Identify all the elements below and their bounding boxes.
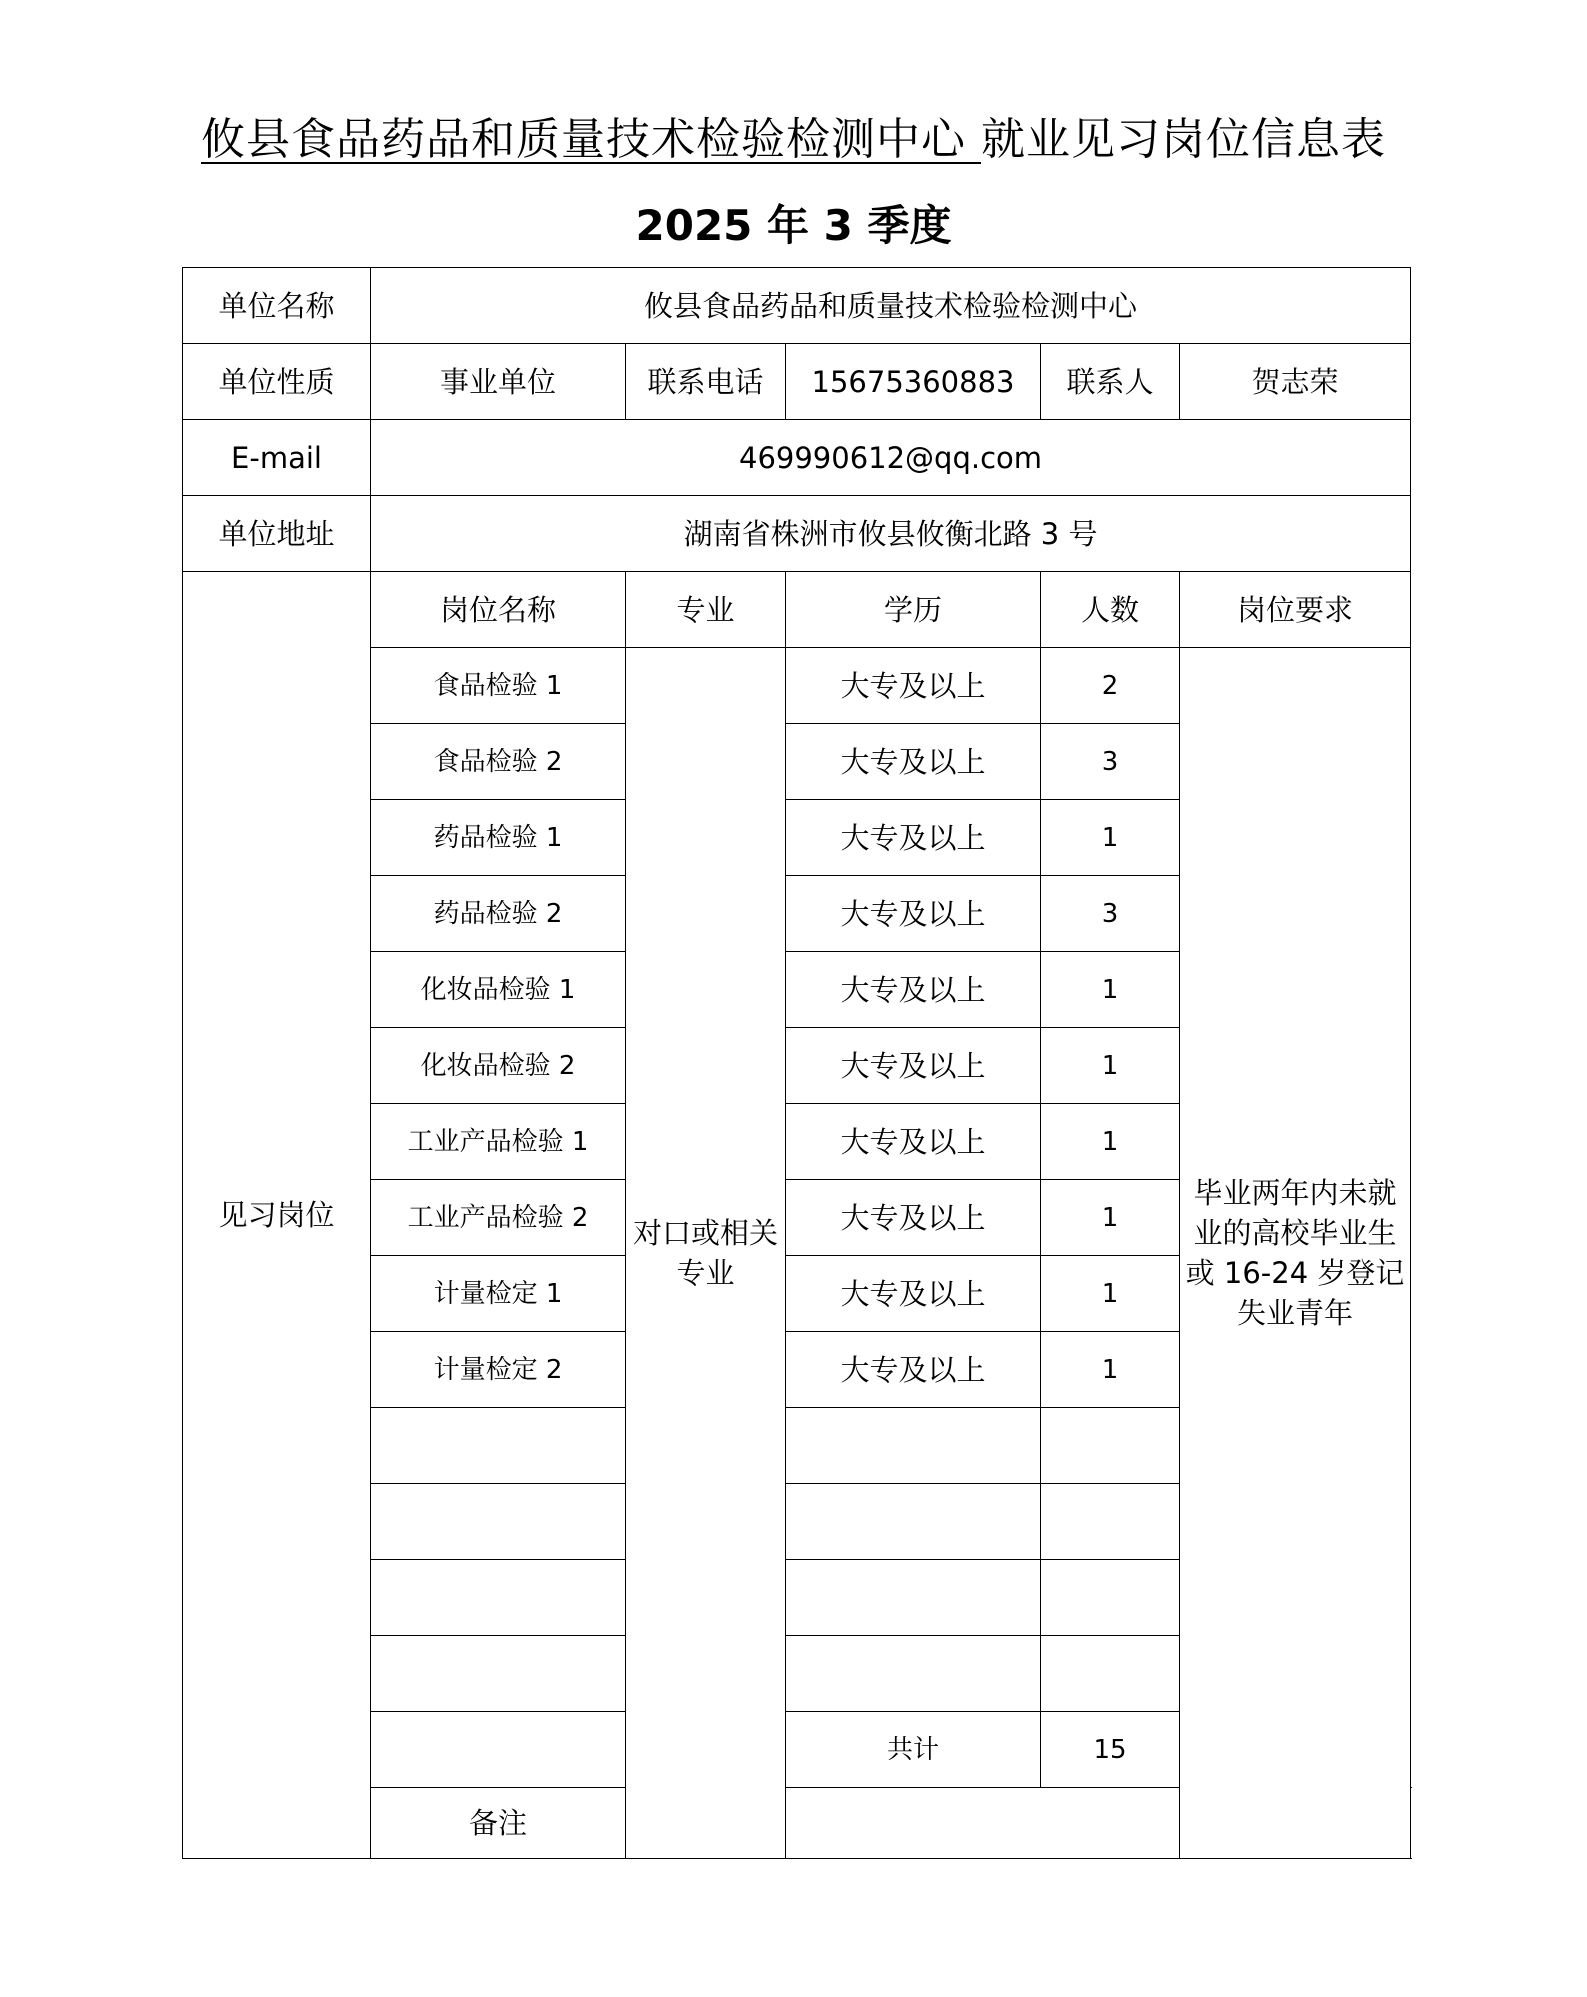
value-address: 湖南省株洲市攸县攸衡北路 3 号 <box>371 496 1411 572</box>
row-column-headers <box>183 572 1411 648</box>
value-remarks <box>786 1788 1411 1859</box>
position-name: 计量检定 1 <box>371 1256 626 1332</box>
position-count: 3 <box>1041 876 1180 952</box>
empty-cell <box>371 1408 626 1484</box>
empty-cell <box>1041 1636 1180 1712</box>
empty-cell <box>786 1560 1041 1636</box>
requirement-value: 毕业两年内未就业的高校毕业生或 16-24 岁登记失业青年 <box>1180 648 1411 1859</box>
value-unit-nature: 事业单位 <box>371 344 626 420</box>
position-education: 大专及以上 <box>786 876 1041 952</box>
position-education: 大专及以上 <box>786 1332 1041 1408</box>
row-email <box>183 420 1411 496</box>
position-education: 大专及以上 <box>786 1104 1041 1180</box>
document-subtitle: 2025 年 3 季度 <box>635 201 952 250</box>
total-label: 共计 <box>786 1712 1041 1788</box>
position-count: 1 <box>1041 800 1180 876</box>
position-education: 大专及以上 <box>786 724 1041 800</box>
empty-cell <box>371 1560 626 1636</box>
label-contact: 联系人 <box>1041 344 1180 420</box>
position-education: 大专及以上 <box>786 800 1041 876</box>
label-unit-name: 单位名称 <box>183 268 371 344</box>
position-name: 化妆品检验 2 <box>371 1028 626 1104</box>
value-email: 469990612@qq.com <box>371 420 1411 496</box>
row-address <box>183 496 1411 572</box>
position-name: 食品检验 1 <box>371 648 626 724</box>
position-count: 1 <box>1041 1332 1180 1408</box>
empty-cell <box>786 1636 1041 1712</box>
empty-cell <box>786 1484 1041 1560</box>
position-name: 计量检定 2 <box>371 1332 626 1408</box>
position-name: 化妆品检验 1 <box>371 952 626 1028</box>
title-rest: 就业见习岗位信息表 <box>981 114 1386 165</box>
major-value: 对口或相关专业 <box>626 648 786 1859</box>
row-unit-nature <box>183 344 1411 420</box>
empty-cell <box>371 1636 626 1712</box>
position-info-table <box>182 267 1411 1859</box>
position-count: 1 <box>1041 952 1180 1028</box>
label-phone: 联系电话 <box>626 344 786 420</box>
empty-cell <box>1041 1484 1180 1560</box>
position-education: 大专及以上 <box>786 1256 1041 1332</box>
position-count: 1 <box>1041 1028 1180 1104</box>
position-name: 工业产品检验 1 <box>371 1104 626 1180</box>
value-phone: 15675360883 <box>786 344 1041 420</box>
label-remarks: 备注 <box>371 1788 626 1859</box>
header-education: 学历 <box>786 572 1041 648</box>
position-count: 3 <box>1041 724 1180 800</box>
position-name: 食品检验 2 <box>371 724 626 800</box>
position-name: 工业产品检验 2 <box>371 1180 626 1256</box>
value-unit-name: 攸县食品药品和质量技术检验检测中心 <box>371 268 1411 344</box>
label-unit-nature: 单位性质 <box>183 344 371 420</box>
position-education: 大专及以上 <box>786 952 1041 1028</box>
label-address: 单位地址 <box>183 496 371 572</box>
position-name: 药品检验 1 <box>371 800 626 876</box>
value-contact: 贺志荣 <box>1180 344 1411 420</box>
position-count: 1 <box>1041 1256 1180 1332</box>
label-email: E-mail <box>183 420 371 496</box>
position-education: 大专及以上 <box>786 1180 1041 1256</box>
header-major: 专业 <box>626 572 786 648</box>
total-value: 15 <box>1041 1712 1180 1788</box>
header-count: 人数 <box>1041 572 1180 648</box>
label-positions: 见习岗位 <box>183 572 371 1859</box>
position-count: 2 <box>1041 648 1180 724</box>
empty-cell <box>1041 1408 1180 1484</box>
header-requirement: 岗位要求 <box>1180 572 1411 648</box>
title-org: 攸县食品药品和质量技术检验检测中心 <box>201 114 981 165</box>
position-education: 大专及以上 <box>786 648 1041 724</box>
row-unit-name <box>183 268 1411 344</box>
position-count: 1 <box>1041 1104 1180 1180</box>
header-position-name: 岗位名称 <box>371 572 626 648</box>
position-name: 药品检验 2 <box>371 876 626 952</box>
position-education: 大专及以上 <box>786 1028 1041 1104</box>
empty-cell <box>1041 1560 1180 1636</box>
document-title <box>0 108 1587 172</box>
empty-cell <box>371 1484 626 1560</box>
position-count: 1 <box>1041 1180 1180 1256</box>
empty-cell <box>786 1408 1041 1484</box>
empty-cell <box>371 1712 626 1788</box>
